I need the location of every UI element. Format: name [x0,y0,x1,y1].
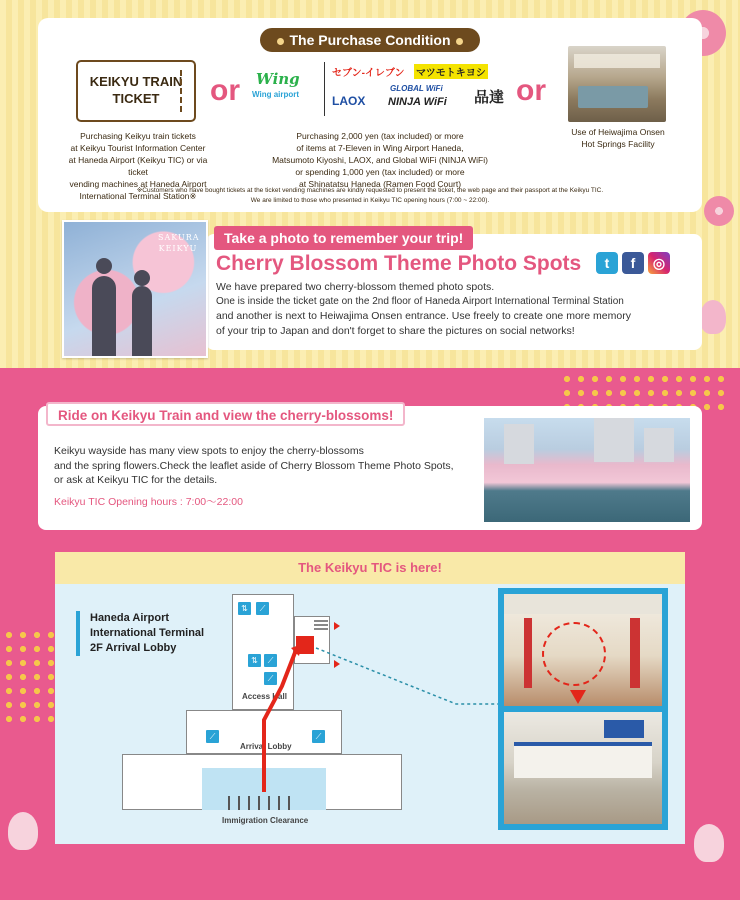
ride-body-line: or ask at Keikyu TIC for the details. [54,474,218,486]
ride-tag: Ride on Keikyu Train and view the cherry-blossoms! [46,402,405,426]
instagram-icon[interactable]: ◎ [648,252,670,274]
building [644,428,674,462]
note-line-1: ※Customers who have bought tickets at the ticket vending machines are kindly requested to present the ticket, the web page and their passport at the Keikyu TIC. [136,187,604,194]
onsen-text-line: Use of Heiwajima Onsen [571,127,665,137]
access-hall-label: Access Hall [242,692,287,701]
onsen-photo [568,46,666,122]
person-silhouette [132,286,152,356]
purchase-condition-card [38,18,702,212]
person-head [134,270,150,286]
store-condition-text [260,130,500,190]
cherry-river-photo [484,418,690,522]
shinatatsu-logo: 品達 [474,88,505,106]
highlight-circle [542,622,606,686]
counter [514,742,652,778]
tic-sign [604,720,644,738]
ticket-text-line: International Terminal Station※ [79,191,197,201]
pointer-arrow-icon [568,688,588,708]
body-line: of your trip to Japan and don't forget to share the pictures on social networks! [216,324,575,337]
global-wifi-logo: GLOBAL WiFi [390,84,443,93]
note-line-2: We are limited to those who presented in Keikyu TIC opening hours (7:00 ~ 22:00). [250,197,490,204]
body-line: and another is next to Heiwajima Onsen entrance. Use freely to create one more memory [216,310,631,322]
building [504,424,534,464]
onsen-text-line: Hot Springs Facility [581,139,655,149]
laox-logo: LAOX [332,94,366,108]
direction-arrow-icon [334,660,340,668]
tic-counter-photo [504,712,662,824]
ride-body-line: Keikyu wayside has many view spots to enjoy the cherry-blossoms [54,445,364,457]
gate-lines [314,620,328,622]
ceiling [504,594,662,614]
store-text-line: Purchasing 2,000 yen (tax included) or more [296,131,464,141]
or-label: or [210,74,240,107]
ticket-text-line: at Keikyu Tourist Information Center [70,143,206,153]
body-line: One is inside the ticket gate on the 2nd floor of Haneda Airport International Terminal Station [216,295,624,307]
ride-body-line: and the spring flowers.Check the leaflet aside of Cherry Blossom Theme Photo Spots, [54,459,454,472]
sign-pillar [524,618,532,688]
escalator-icon: ⟋ [264,654,277,667]
ticket-label-1: KEIKYU TRAIN [89,74,183,89]
logo-divider [324,62,325,116]
terminal-label [76,611,204,656]
store-text-line: or spending 1,000 yen (tax included) or more [295,167,465,177]
terminal-label-line: Haneda Airport [90,612,170,624]
purchase-title [260,28,480,52]
store-text-line: Matsumoto Kiyoshi, LAOX, and Global WiFi (NINJA WiFi) [272,155,488,165]
sakura-keikyu-label: SAKURA KEIKYU [158,233,200,253]
wing-airport-logo: Wing airport [252,90,300,99]
photo-spot-tag: Take a photo to remember your trip! [214,226,473,250]
terminal-label-line: 2F Arrival Lobby [90,642,177,654]
tulip-icon [700,300,726,334]
ninja-wifi-logo: NINJA WiFi [388,96,447,108]
escalator-icon: ⟋ [256,602,269,615]
immigration-label: Immigration Clearance [222,816,309,825]
escalator-icon: ⟋ [264,672,277,685]
escalator-icon: ⟋ [312,730,325,743]
onsen-condition-text [556,126,680,150]
terminal-label-line: International Terminal [90,627,205,639]
cherry-blossom-icon [704,196,734,226]
direction-arrow-icon [334,622,340,630]
seven-eleven-logo: セブン-イレブン [332,68,405,79]
elevator-icon: ⇅ [238,602,251,615]
photo-spot-title: Cherry Blossom Theme Photo Spots [216,252,582,275]
person-silhouette [92,276,116,356]
dot-pattern [2,628,54,728]
body-line: We have prepared two cherry-blossom themed photo spots. [216,281,495,293]
photo-spot-body [216,280,696,338]
tic-opening-hours: Keikyu TIC Opening hours : 7:00〜22:00 [54,496,243,508]
ticket-text-line: vending machines at Haneda Airport [69,179,207,189]
tulip-icon [8,812,38,850]
store-text-line: at Shinatatsu Haneda (Ramen Food Court) [298,179,462,189]
onsen-pool [578,86,648,108]
store-text-line: of items at 7-Eleven in Wing Airport Haneda, [296,143,464,153]
elevator-icon: ⇅ [248,654,261,667]
building [594,418,634,462]
or-label: or [516,74,546,107]
purchase-note [38,186,702,206]
purchase-title-text: The Purchase Condition [289,32,451,48]
ticket-text-line: at Haneda Airport (Keikyu TIC) or via ticket [68,155,208,177]
escalator-icon: ⟋ [206,730,219,743]
ride-body [54,444,474,488]
keikyu-ticket-icon [76,60,196,122]
arrival-lobby-label: Arrival Lobby [240,742,292,751]
tulip-icon [694,824,724,862]
sign-pillar [630,618,640,688]
ticket-text-line: Purchasing Keikyu train tickets [80,131,196,141]
keikyu-tic-marker [296,636,314,654]
ticket-label-2: TICKET [112,91,160,106]
facebook-icon[interactable]: f [622,252,644,274]
immigration-gates [228,796,296,810]
wing-logo: Wing [256,70,300,88]
matsukiyo-logo: マツモトキヨシ [414,64,488,79]
person-head [96,258,112,274]
twitter-icon[interactable]: t [596,252,618,274]
onsen-light [574,54,660,68]
photo-spot-image [62,220,208,358]
map-heading: The Keikyu TIC is here! [55,552,685,584]
